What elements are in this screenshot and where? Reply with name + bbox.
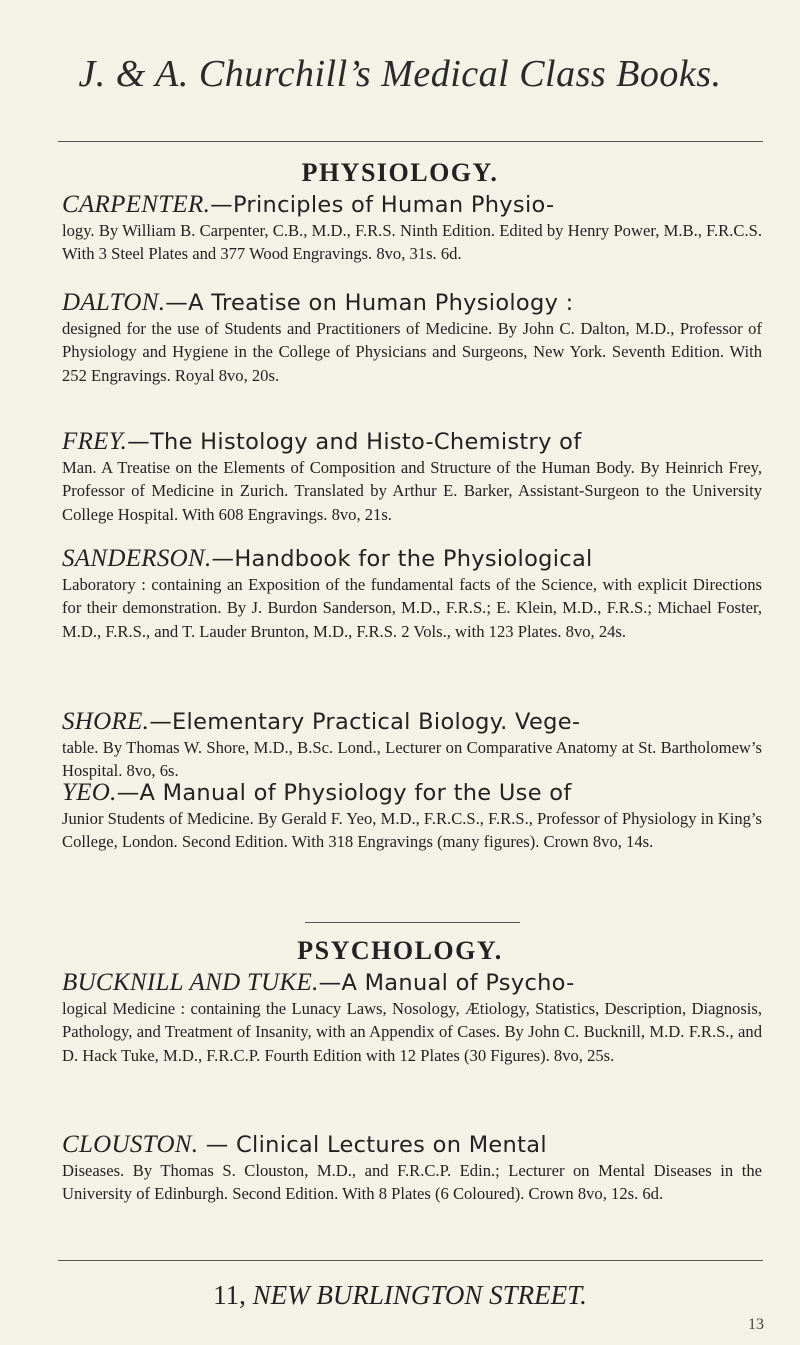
catalogue-entry — [62, 193, 762, 266]
entry-description: designed for the use of Students and Practitioners of Medicine. By John C. Dalton, M.D., Professor of Physiology and Hygiene in the College of Physicians and Surgeons, New York. Seventh Edition. With 252 Engravings. Royal 8vo, 20s. — [62, 318, 762, 385]
entry-description: logical Medicine : containing the Lunacy Laws, Nosology, Ætiology, Statistics, Description, Diagnosis, Pathology, and Treatment of Insanity, with an Appendix of Cases. By John C. Bucknill, M.D. F.R.S., and D. Hack Tuke, M.D., F.R.C.P. Fourth Edition with 12 Plates (30 Figures). 8vo, 25s. — [62, 998, 762, 1065]
catalogue-entry — [62, 971, 762, 1067]
entry-description: Man. A Treatise on the Elements of Composition and Structure of the Human Body. By Heinrich Frey, Professor of Medicine in Zurich. Translated by Arthur E. Barker, Assistant-Surgeon to the University College Hospital. With 608 Engravings. 8vo, 21s. — [62, 457, 762, 524]
entry-title: —A Manual of Psycho- — [318, 970, 575, 996]
catalogue-entry — [62, 710, 762, 783]
entry-author: BUCKNILL AND TUKE. — [62, 969, 319, 996]
entry-description: logy. By William B. Carpenter, C.B., M.D., F.R.S. Ninth Edition. Edited by Henry Power, M.B., F.R.C.S. With 3 Steel Plates and 377 Wood Engravings. 8vo, 31s. 6d. — [62, 220, 762, 263]
entry-author: FREY. — [62, 428, 128, 455]
entry-title: —A Treatise on Human Physiology : — [165, 290, 574, 316]
entry-author: SANDERSON. — [62, 545, 212, 572]
footer-rule — [58, 1260, 763, 1261]
address-street: NEW BURLINGTON STREET. — [252, 1280, 587, 1310]
address-number: 11, — [213, 1280, 246, 1310]
entry-title: —Handbook for the Physiological — [211, 546, 593, 572]
catalogue-entry — [62, 781, 762, 854]
entry-title: — Clinical Lectures on Mental — [198, 1132, 547, 1158]
running-title: J. & A. Churchill’s Medical Class Books. — [78, 53, 722, 95]
section-heading-physiology: PHYSIOLOGY. — [301, 158, 499, 187]
publisher-address — [0, 1280, 800, 1311]
entry-author: CARPENTER. — [62, 191, 211, 218]
entry-description: Junior Students of Medicine. By Gerald F. Yeo, M.D., F.R.C.S., F.R.S., Professor of Physiology in King’s College, London. Second Edition. With 318 Engravings (many figures). Crown 8vo, 14s. — [62, 808, 762, 851]
entry-title: —The Histology and Histo-Chemistry of — [127, 429, 582, 455]
entry-title: —Elementary Practical Biology. Vege- — [149, 709, 581, 735]
entry-author: SHORE. — [62, 708, 150, 735]
entry-author: DALTON. — [62, 289, 166, 316]
header-rule — [58, 141, 763, 142]
section-heading-psychology: PSYCHOLOGY. — [297, 936, 503, 965]
entry-author: YEO. — [62, 779, 117, 806]
entry-title: —A Manual of Physiology for the Use of — [116, 780, 572, 806]
catalogue-entry — [62, 547, 762, 643]
section-rule — [305, 922, 520, 923]
entry-description: Diseases. By Thomas S. Clouston, M.D., and F.R.C.P. Edin.; Lecturer on Mental Diseases in the University of Edinburgh. Second Edition. With 8 Plates (6 Coloured). Crown 8vo, 12s. 6d. — [62, 1160, 762, 1203]
entry-description: Laboratory : containing an Exposition of the fundamental facts of the Science, with explicit Directions for their demonstration. By J. Burdon Sanderson, M.D., F.R.S.; E. Klein, M.D., F.R.S.; Michael Foster, M.D., F.R.S., and T. Lauder Brunton, M.D., F.R.S. 2 Vols., with 123 Plates. 8vo, 24s. — [62, 574, 762, 641]
catalogue-entry — [62, 291, 762, 387]
entry-description: table. By Thomas W. Shore, M.D., B.Sc. Lond., Lecturer on Comparative Anatomy at St. Bartholomew’s Hospital. 8vo, 6s. — [62, 737, 762, 780]
page-number: 13 — [748, 1316, 764, 1333]
entry-author: CLOUSTON. — [62, 1131, 199, 1158]
catalogue-entry — [62, 430, 762, 526]
catalogue-entry — [62, 1133, 762, 1206]
entry-title: —Principles of Human Physio- — [210, 192, 555, 218]
